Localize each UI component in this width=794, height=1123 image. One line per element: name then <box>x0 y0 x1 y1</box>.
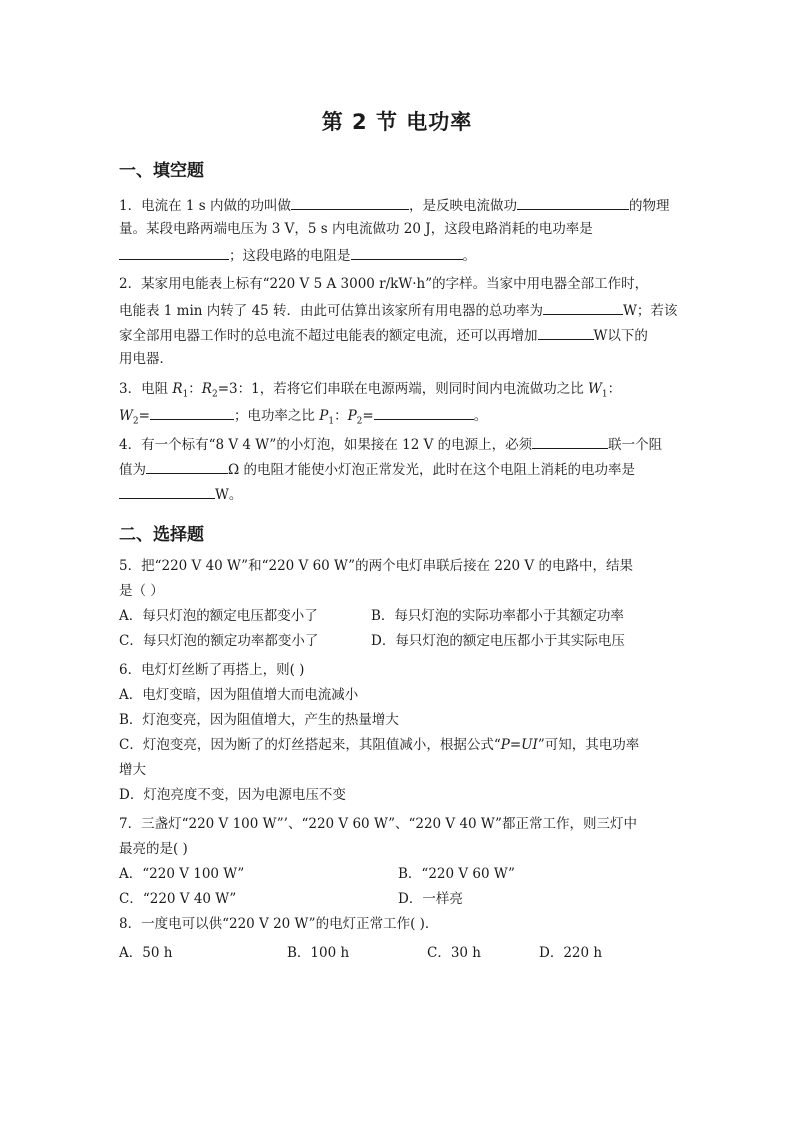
answer-blank[interactable] <box>291 195 409 210</box>
question-2-line-1: 2．某家用电能表上标有“220 V 5 A 3000 r/kW·h”的字样。当家中用电器全部工作时， <box>119 276 649 292</box>
answer-blank[interactable] <box>119 484 215 499</box>
question-5-option-b[interactable]: B．每只灯泡的实际功率都小于其额定功率 <box>371 608 624 624</box>
question-6-option-b[interactable]: B．灯泡变亮，因为阻值增大，产生的热量增大 <box>119 712 399 728</box>
question-5-option-c[interactable]: C．每只灯泡的额定功率都变小了 <box>119 633 319 649</box>
question-8-option-d[interactable]: D．220 h <box>539 945 603 961</box>
question-2-line-4: 用电器． <box>119 351 173 367</box>
answer-blank[interactable] <box>146 459 228 474</box>
section-fill-in: 一、填空题 <box>119 161 204 181</box>
question-5-option-a[interactable]: A．每只灯泡的额定电压都变小了 <box>119 608 318 624</box>
question-7-stem-line-2: 最亮的是( ) <box>119 841 188 857</box>
formula: P=UI <box>500 737 538 753</box>
question-4-line-2: 值为 Ω 的电阻才能使小灯泡正常发光，此时在这个电阻上消耗的电功率是 <box>119 459 679 479</box>
question-2-line-2: 电能表 1 min 内转了 45 转．由此可估算出该家所有用电器的总功率为 W；若该 <box>119 300 679 320</box>
question-6-option-a[interactable]: A．电灯变暗，因为阻值增大而电流减小 <box>119 687 359 703</box>
question-1-line-2: 量。某段电路两端电压为 3 V，5 s 内电流做功 20 J，这段电路消耗的电功率是 <box>119 221 593 237</box>
question-1-line-1: 1．电流在 1 s 内做的功叫做 ，是反映电流做功 的物理 <box>119 195 679 215</box>
question-1-line-3: ；这段电路的电阻是 。 <box>119 245 679 265</box>
question-8-stem: 8．一度电可以供“220 V 20 W”的电灯正常工作( )． <box>119 916 439 932</box>
question-5-stem-line-2: 是（ ） <box>119 583 164 599</box>
question-7-option-a[interactable]: A．“220 V 100 W” <box>119 866 245 882</box>
answer-blank[interactable] <box>517 195 629 210</box>
question-6-stem: 6．电灯灯丝断了再搭上，则( ) <box>119 662 305 678</box>
question-7-option-c[interactable]: C．“220 V 40 W” <box>119 891 237 907</box>
answer-blank[interactable] <box>538 325 594 340</box>
answer-blank[interactable] <box>532 434 608 449</box>
answer-blank[interactable] <box>351 245 463 260</box>
question-4-line-3: W。 <box>119 484 679 504</box>
question-6-option-c[interactable]: C．灯泡变亮，因为断了的灯丝搭起来，其阻值减小，根据公式“P=UI”可知，其电功率 <box>119 737 640 753</box>
question-8-option-b[interactable]: B．100 h <box>287 945 350 961</box>
question-5-option-d[interactable]: D．每只灯泡的额定电压都小于其实际电压 <box>371 633 625 649</box>
answer-blank[interactable] <box>150 405 234 420</box>
question-2-line-3: 家全部用电器工作时的总电流不超过电能表的额定电流，还可以再增加 W以下的 <box>119 325 679 345</box>
answer-blank[interactable] <box>543 300 623 315</box>
question-7-stem-line-1: 7．三盏灯“220 V 100 W”’、“220 V 60 W”、“220 V 40 W”都正常工作，则三灯中 <box>119 816 637 832</box>
question-7-option-b[interactable]: B．“220 V 60 W” <box>398 866 515 882</box>
question-6-option-d[interactable]: D．灯泡亮度不变，因为电源电压不变 <box>119 787 346 803</box>
answer-blank[interactable] <box>119 245 229 260</box>
question-8-option-a[interactable]: A．50 h <box>119 945 173 961</box>
question-3-line-1: 3．电阻 $R_1$：$R_2=3$：1，若将它们串联在电源两端，则同时间内电流做功之比 $W_1$： <box>119 381 622 400</box>
question-3-line-2: $W_2=$ ；电功率之比 $P_1$：$P_2=$ 。 <box>119 405 679 431</box>
page-title: 第 2 节 电功率 <box>321 110 473 134</box>
question-8-option-c[interactable]: C．30 h <box>427 945 481 961</box>
question-6-option-c-continued: 增大 <box>119 762 146 778</box>
question-4-line-1: 4．有一个标有“8 V 4 W”的小灯泡，如果接在 12 V 的电源上，必须 联一个阻 <box>119 434 679 454</box>
question-5-stem-line-1: 5．把“220 V 40 W”和“220 V 60 W”的两个电灯串联后接在 220 V 的电路中，结果 <box>119 558 633 574</box>
section-multiple-choice: 二、选择题 <box>119 525 204 545</box>
question-7-option-d[interactable]: D．一样亮 <box>398 891 463 907</box>
answer-blank[interactable] <box>374 405 474 420</box>
